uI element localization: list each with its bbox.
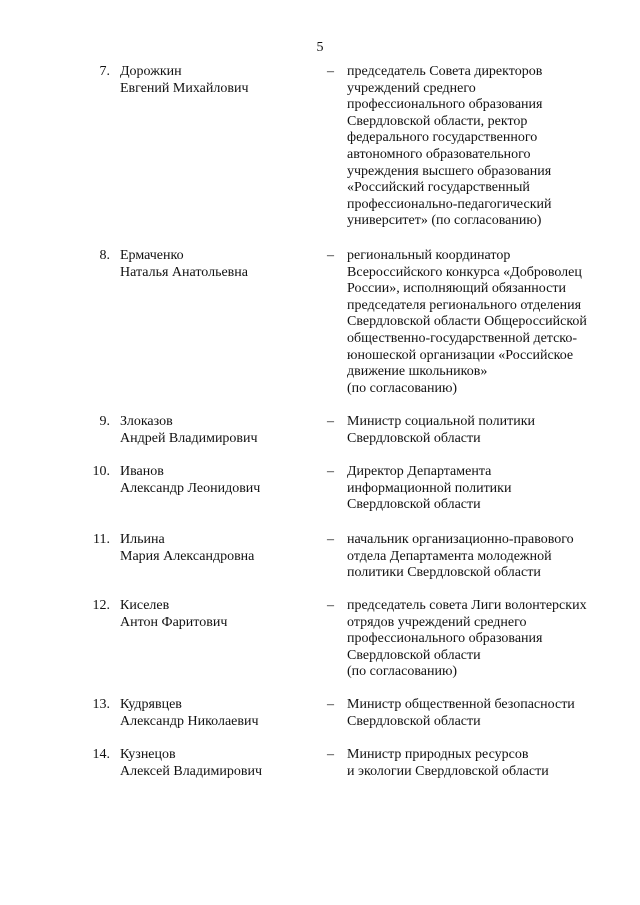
position-line: общественно-государственной детско-: [347, 330, 578, 346]
entry-number: 7.: [99, 64, 110, 79]
position-line: учреждения высшего образования: [347, 163, 552, 179]
member-surname: Кузнецов: [120, 747, 176, 762]
position-line: Всероссийского конкурса «Доброволец: [347, 264, 582, 280]
position-line: профессионально-педагогический: [347, 196, 552, 212]
position-line: отдела Департамента молодежной: [347, 548, 552, 564]
member-name: [120, 464, 320, 497]
position-line: профессионального образования: [347, 631, 543, 647]
position-line: Свердловской области: [347, 430, 481, 446]
position-line: Министр социальной политики: [347, 414, 536, 429]
dash-separator: –: [327, 414, 334, 429]
member-given-names: Алексей Владимирович: [120, 763, 263, 779]
position-line: политики Свердловской области: [347, 565, 541, 581]
position-line: Директор Департамента: [347, 464, 492, 479]
position-line: России», исполняющий обязанности: [347, 281, 566, 297]
member-surname: Кудрявцев: [120, 697, 182, 712]
position-line: юношеской организации «Российское: [347, 347, 574, 363]
position-line: и экологии Свердловской области: [347, 763, 549, 779]
member-position: [347, 747, 609, 780]
member-surname: Ильина: [120, 532, 165, 547]
member-surname: Ермаченко: [120, 248, 184, 263]
entry-number: 14.: [92, 747, 110, 762]
position-line: председатель Совета директоров: [347, 64, 543, 79]
position-line: Свердловской области, ректор: [347, 113, 528, 129]
position-line: университет» (по согласованию): [347, 213, 542, 229]
entry-number: 8.: [99, 248, 110, 263]
entry-number: 12.: [92, 598, 110, 613]
dash-separator: –: [327, 532, 334, 547]
position-line: учреждений среднего: [347, 80, 476, 96]
member-name: [120, 414, 320, 447]
position-line: автономного образовательного: [347, 146, 531, 162]
position-line: Министр общественной безопасности: [347, 697, 575, 712]
position-line: начальник организационно-правового: [347, 532, 574, 547]
position-line: Свердловской области: [347, 713, 481, 729]
position-line: профессионального образования: [347, 97, 543, 113]
member-position: [347, 64, 609, 230]
position-line: председателя регионального отделения: [347, 297, 582, 313]
position-line: движение школьников»: [347, 364, 488, 380]
member-name: [120, 532, 320, 565]
position-line: федерального государственного: [347, 130, 538, 146]
entry-number: 11.: [93, 532, 110, 547]
member-surname: Иванов: [120, 464, 164, 479]
position-line: Свердловской области: [347, 647, 481, 663]
member-given-names: Александр Николаевич: [120, 713, 259, 729]
dash-separator: –: [327, 64, 334, 79]
position-line: Свердловской области: [347, 497, 481, 513]
position-line: председатель совета Лиги волонтерских: [347, 598, 587, 613]
member-given-names: Александр Леонидович: [120, 480, 261, 496]
position-line: Свердловской области Общероссийской: [347, 314, 587, 330]
position-line: Министр природных ресурсов: [347, 747, 529, 762]
position-line: отрядов учреждений среднего: [347, 614, 527, 630]
position-line: информационной политики: [347, 480, 512, 496]
member-surname: Дорожкин: [120, 64, 182, 79]
member-position: [347, 532, 609, 582]
member-name: [120, 747, 320, 780]
position-line: региональный координатор: [347, 248, 511, 263]
position-line: (по согласованию): [347, 664, 458, 680]
member-position: [347, 598, 609, 681]
member-position: [347, 464, 609, 514]
dash-separator: –: [327, 598, 334, 613]
member-given-names: Наталья Анатольевна: [120, 264, 249, 280]
entry-number: 10.: [92, 464, 110, 479]
position-line: «Российский государственный: [347, 180, 530, 196]
dash-separator: –: [327, 248, 334, 263]
member-name: [120, 697, 320, 730]
member-given-names: Антон Фаритович: [120, 614, 228, 630]
entry-number: 9.: [99, 414, 110, 429]
dash-separator: –: [327, 747, 334, 762]
page-number: 5: [316, 40, 324, 55]
dash-separator: –: [327, 697, 334, 712]
member-given-names: Евгений Михайлович: [120, 80, 249, 96]
position-line: (по согласованию): [347, 380, 458, 396]
member-position: [347, 414, 609, 447]
member-position: [347, 248, 609, 397]
member-name: [120, 598, 320, 631]
member-given-names: Андрей Владимирович: [120, 430, 258, 446]
entry-number: 13.: [92, 697, 110, 712]
dash-separator: –: [327, 464, 334, 479]
member-surname: Злоказов: [120, 414, 173, 429]
member-name: [120, 64, 320, 97]
member-surname: Киселев: [120, 598, 170, 613]
member-name: [120, 248, 320, 281]
member-position: [347, 697, 609, 730]
member-given-names: Мария Александровна: [120, 548, 255, 564]
